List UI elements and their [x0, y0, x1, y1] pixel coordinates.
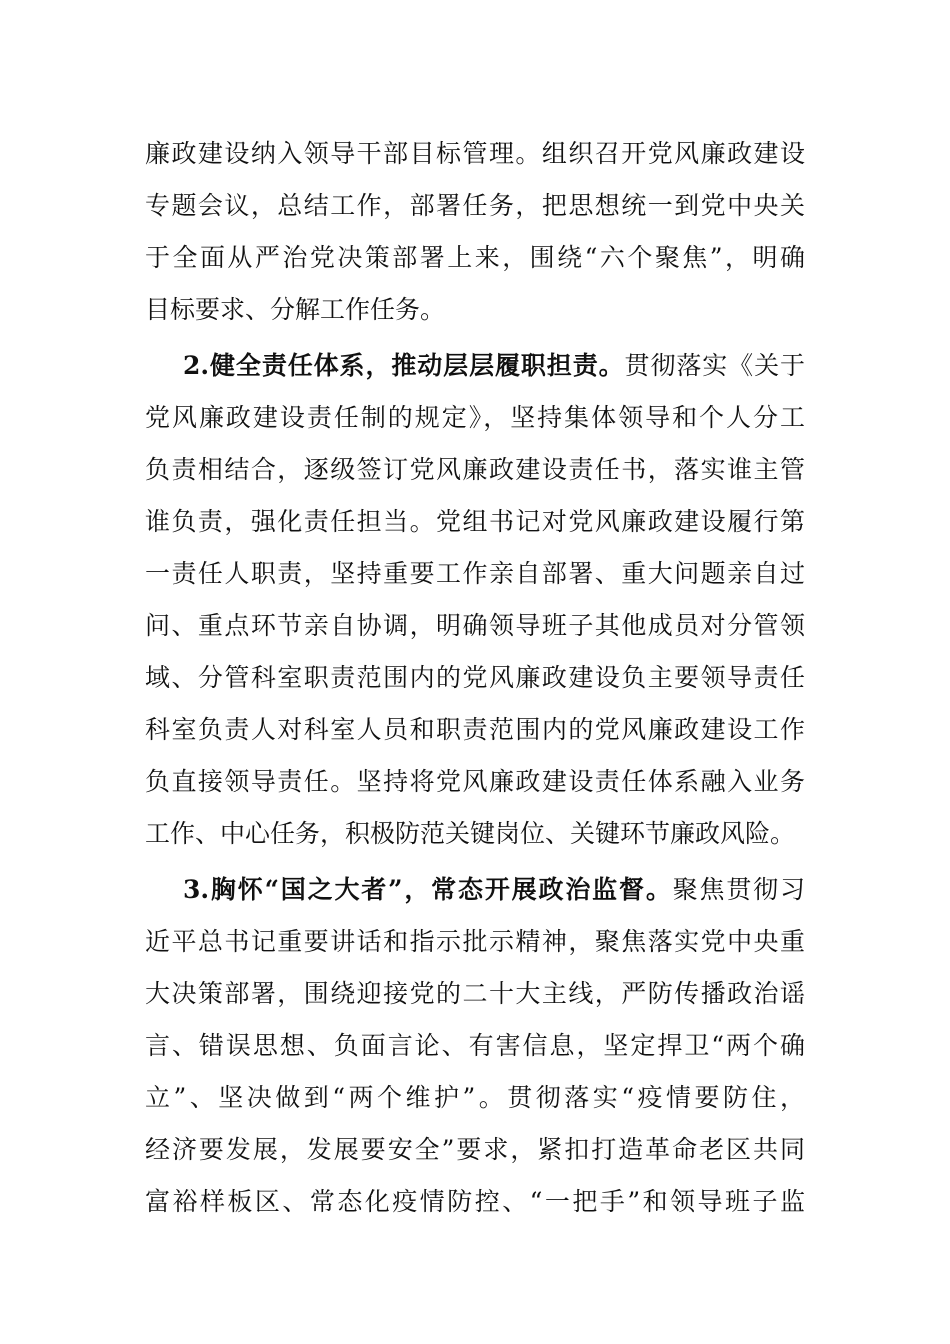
paragraph-2-line-9: 负直接领导责任。坚持将党风廉政建设责任体系融入业务 [145, 767, 805, 796]
paragraph-2-first-line [183, 340, 805, 392]
paragraph-2-line-5: 一责任人职责，坚持重要工作亲自部署、重大问题亲自过 [145, 559, 805, 588]
paragraph-3-line-6: 经济要发展，发展要安全”要求，紧扣打造革命老区共同 [145, 1135, 805, 1164]
paragraph-2-line-2: 党风廉政建设责任制的规定》，坚持集体领导和个人分工 [145, 403, 805, 432]
paragraph-2-line-10: 工作、中心任务，积极防范关键岗位、关键环节廉政风险。 [145, 819, 796, 848]
paragraph-2-heading: 2.健全责任体系，推动层层履职担责。 [183, 351, 625, 380]
paragraph-3-heading: 3.胸怀“国之大者”，常态开展政治监督。 [183, 875, 673, 904]
paragraph-2-line-7: 域、分管科室职责范围内的党风廉政建设负主要领导责任 [145, 663, 805, 692]
paragraph-2-line-8: 科室负责人对科室人员和职责范围内的党风廉政建设工作 [145, 715, 805, 744]
paragraph-2-first-line-rest: 贯彻落实《关于 [624, 351, 805, 380]
paragraph-1-line-2: 专题会议，总结工作，部署任务，把思想统一到党中央关 [145, 191, 805, 220]
paragraph-3-line-7: 富裕样板区、常态化疫情防控、“一把手”和领导班子监 [145, 1187, 805, 1216]
paragraph-3-line-3: 大决策部署，围绕迎接党的二十大主线，严防传播政治谣 [145, 979, 805, 1008]
paragraph-2-line-4: 谁负责，强化责任担当。党组书记对党风廉政建设履行第 [145, 507, 805, 536]
paragraph-2-line-6: 问、重点环节亲自协调，明确领导班子其他成员对分管领 [145, 611, 805, 640]
paragraph-3-line-2: 近平总书记重要讲话和指示批示精神，聚焦落实党中央重 [145, 927, 805, 956]
paragraph-3-line-4: 言、错误思想、负面言论、有害信息，坚定捍卫“两个确 [145, 1031, 805, 1060]
paragraph-3-first-line-rest: 聚焦贯彻习 [672, 875, 805, 904]
paragraph-1-line-3: 于全面从严治党决策部署上来，围绕“六个聚焦”，明确 [145, 243, 805, 272]
paragraph-1-line-1: 廉政建设纳入领导干部目标管理。组织召开党风廉政建设 [145, 139, 805, 168]
paragraph-1-line-4: 目标要求、分解工作任务。 [145, 295, 446, 324]
paragraph-3-line-5: 立”、坚决做到“两个维护”。贯彻落实“疫情要防住， [145, 1083, 805, 1112]
paragraph-3-first-line [183, 864, 805, 916]
paragraph-2-line-3: 负责相结合，逐级签订党风廉政建设责任书，落实谁主管 [145, 455, 805, 484]
